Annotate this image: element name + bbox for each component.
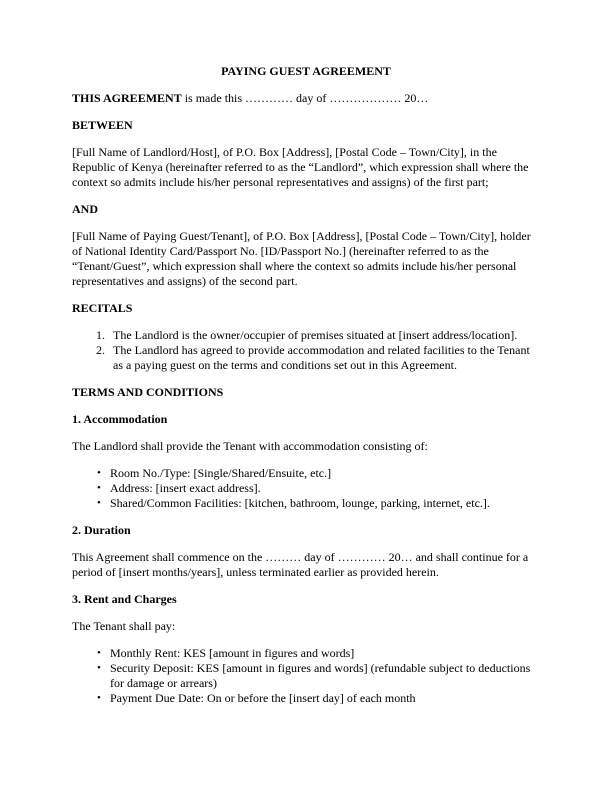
list-item-text: Monthly Rent: KES [amount in figures and words] bbox=[110, 646, 355, 660]
list-item-text: Address: [insert exact address]. bbox=[110, 481, 261, 495]
bullet-icon: • bbox=[97, 692, 101, 704]
recital-item bbox=[72, 343, 540, 373]
bullet-icon: • bbox=[97, 647, 101, 659]
recital-item bbox=[72, 328, 540, 343]
list-item bbox=[72, 466, 540, 481]
rent-lead: The Tenant shall pay: bbox=[72, 619, 176, 633]
intro-text: is made this ………… day of ……………… 20… bbox=[181, 91, 429, 105]
list-item bbox=[72, 661, 540, 691]
list-item bbox=[72, 646, 540, 661]
intro-paragraph bbox=[72, 91, 540, 106]
recital-text: The Landlord is the owner/occupier of premises situated at [insert address/location]. bbox=[113, 328, 518, 342]
list-item-text: Shared/Common Facilities: [kitchen, bathroom, lounge, parking, internet, etc.]. bbox=[110, 496, 490, 510]
accommodation-lead: The Landlord shall provide the Tenant with accommodation consisting of: bbox=[72, 439, 428, 453]
heading-and: AND bbox=[72, 202, 98, 216]
intro-bold-phrase: THIS AGREEMENT bbox=[72, 91, 182, 105]
landlord-paragraph: [Full Name of Landlord/Host], of P.O. Box [Address], [Postal Code – Town/City], in the Republic of Kenya (hereinafter referred to as the “Landlord”, which expression shall where the context so admits include his/her personal representatives and assigns) of the first part; bbox=[72, 145, 529, 189]
list-item bbox=[72, 496, 540, 511]
heading-rent-and-charges: 3. Rent and Charges bbox=[72, 592, 177, 606]
heading-between: BETWEEN bbox=[72, 118, 133, 132]
bullet-icon: • bbox=[97, 497, 101, 509]
document-title: PAYING GUEST AGREEMENT bbox=[221, 64, 391, 78]
bullet-icon: • bbox=[97, 482, 101, 494]
duration-paragraph: This Agreement shall commence on the ……… day of ………… 20… and shall continue for a period of [insert months/years], unless terminated earlier as provided herein. bbox=[72, 550, 529, 579]
bullet-icon: • bbox=[97, 467, 101, 479]
list-item-text: Room No./Type: [Single/Shared/Ensuite, etc.] bbox=[110, 466, 332, 480]
list-item bbox=[72, 691, 540, 706]
accommodation-list bbox=[72, 466, 540, 511]
recitals-list bbox=[72, 328, 540, 373]
heading-terms-and-conditions: TERMS AND CONDITIONS bbox=[72, 385, 224, 399]
recital-number: 1. bbox=[96, 328, 105, 342]
list-item-text: Security Deposit: KES [amount in figures and words] (refundable subject to deductions for damage or arrears) bbox=[110, 661, 531, 690]
heading-recitals: RECITALS bbox=[72, 301, 133, 315]
heading-accommodation: 1. Accommodation bbox=[72, 412, 168, 426]
heading-duration: 2. Duration bbox=[72, 523, 131, 537]
list-item bbox=[72, 481, 540, 496]
recital-number: 2. bbox=[96, 343, 105, 357]
list-item-text: Payment Due Date: On or before the [insert day] of each month bbox=[110, 691, 416, 705]
bullet-icon: • bbox=[97, 662, 101, 674]
recital-text: The Landlord has agreed to provide accommodation and related facilities to the Tenant as a paying guest on the terms and conditions set out in this Agreement. bbox=[113, 343, 530, 372]
rent-list bbox=[72, 646, 540, 706]
tenant-paragraph: [Full Name of Paying Guest/Tenant], of P.O. Box [Address], [Postal Code – Town/City], holder of National Identity Card/Passport No. [ID/Passport No.] (hereinafter referred to as the “Tenant/Guest”, which expression shall where the context so admits include his/her personal representatives and assigns) of the second part. bbox=[72, 229, 531, 288]
